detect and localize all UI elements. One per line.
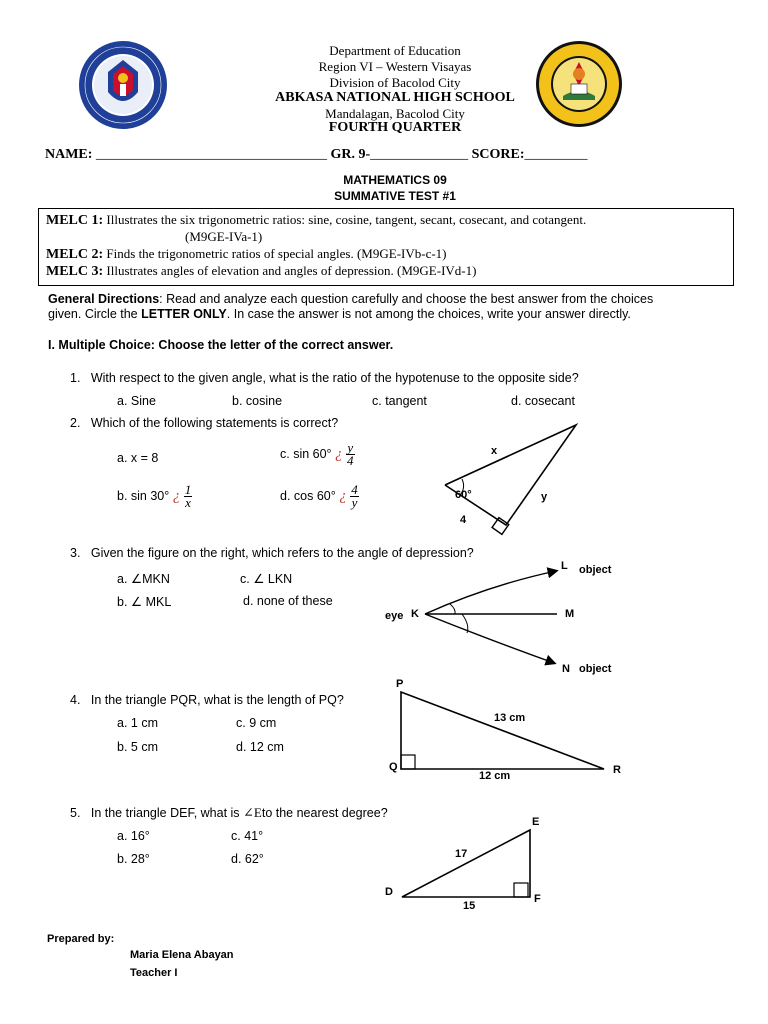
header-region: Region VI – Western Visayas: [318, 59, 472, 74]
q4-label-hypotenuse: 13 cm: [494, 712, 526, 724]
grade-label: GR. 9-: [330, 147, 371, 162]
header-department: Department of Education: [329, 43, 461, 58]
question-5-number: 5.: [70, 806, 81, 820]
q3-label-object-bottom: object: [579, 663, 612, 675]
question-3-text: Given the figure on the right, which refers to the angle of depression?: [90, 546, 474, 560]
section-title: I. Multiple Choice: Choose the letter of the correct answer.: [48, 338, 394, 352]
question-5-angle: ∠E: [243, 805, 262, 820]
q2-label-base: 4: [460, 514, 467, 526]
melc-3-label: MELC 3:: [46, 264, 104, 279]
q2-d-numerator: 4: [351, 482, 358, 497]
question-5-text-pre: In the triangle DEF, what is: [90, 806, 244, 820]
school-address: Mandalagan, Bacolod City: [325, 106, 465, 121]
q4-choice-d[interactable]: d. 12 cm: [236, 740, 284, 754]
q1-choice-b[interactable]: b. cosine: [232, 394, 283, 408]
question-1-number: 1.: [70, 371, 81, 385]
melc-3-text: Illustrates angles of elevation and angles of depression. (M9GE-IVd-1): [106, 263, 477, 278]
name-label: NAME:: [45, 147, 93, 162]
q3-label-object-top: object: [579, 564, 612, 576]
q1-choice-c[interactable]: c. tangent: [372, 394, 427, 408]
melc-1-code: (M9GE-IVa-1): [185, 229, 263, 244]
question-2-number: 2.: [70, 416, 81, 430]
q4-label-P: P: [396, 678, 404, 690]
q2-d-denominator: y: [351, 495, 358, 510]
q3-label-M: M: [565, 608, 575, 620]
quarter-title: FOURTH QUARTER: [328, 120, 462, 135]
q2-choice-a[interactable]: a. x = 8: [117, 451, 159, 465]
q4-choice-c[interactable]: c. 9 cm: [236, 716, 277, 730]
q3-label-L: L: [561, 560, 568, 572]
q2-choice-b-glyph: ¿: [172, 487, 181, 504]
q2-b-numerator: 1: [184, 482, 192, 497]
name-blank: _________________________________: [95, 147, 327, 162]
preparer-name: Maria Elena Abayan: [130, 949, 234, 961]
q5-label-E: E: [532, 816, 540, 828]
subject-title: MATHEMATICS 09: [343, 173, 447, 187]
melc-1-text: Illustrates the six trigonometric ratios: sine, cosine, tangent, secant, cosecant, and cotangent.: [106, 212, 587, 227]
directions-text-2a: given. Circle the: [48, 307, 142, 321]
q4-label-R: R: [613, 764, 621, 776]
q5-choice-b[interactable]: b. 28°: [117, 852, 150, 866]
header-division: Division of Bacolod City: [329, 75, 461, 90]
q5-label-D: D: [385, 886, 393, 898]
q2-label-y: y: [541, 491, 548, 503]
q2-choice-c-glyph: ¿: [335, 445, 343, 462]
question-1-text: With respect to the given angle, what is the ratio of the hypotenuse to the opposite side?: [90, 371, 579, 385]
preparer-position: Teacher I: [130, 967, 178, 979]
q5-label-F: F: [534, 893, 541, 905]
test-title: SUMMATIVE TEST #1: [334, 189, 456, 203]
question-4-text: In the triangle PQR, what is the length of PQ?: [90, 693, 344, 707]
question-5-text-post: to the nearest degree?: [261, 806, 388, 820]
melc-1-label: MELC 1:: [46, 213, 104, 228]
q4-choice-b[interactable]: b. 5 cm: [117, 740, 158, 754]
letter-only-emphasis: LETTER ONLY: [141, 307, 227, 321]
q2-c-numerator: y: [347, 440, 354, 455]
q1-choice-d[interactable]: d. cosecant: [511, 394, 575, 408]
directions-text-1: : Read and analyze each question carefully and choose the best answer from the choices: [159, 292, 654, 306]
melc-2-text: Finds the trigonometric ratios of special angles. (M9GE-IVb-c-1): [106, 246, 447, 261]
directions-label: General Directions: [48, 292, 160, 306]
q5-choice-c[interactable]: c. 41°: [231, 829, 264, 843]
q5-choice-d[interactable]: d. 62°: [231, 852, 264, 866]
q3-label-K: K: [411, 608, 419, 620]
q2-choice-b-text: b. sin 30°: [117, 488, 170, 503]
q2-choice-d-text: d. cos 60°: [280, 488, 336, 503]
score-label: SCORE:: [471, 147, 525, 162]
q5-label-hypotenuse: 17: [455, 848, 468, 860]
q2-c-denominator: 4: [347, 453, 354, 468]
q5-label-base: 15: [463, 900, 476, 912]
q5-choice-a[interactable]: a. 16°: [117, 829, 150, 843]
q2-choice-d-glyph: ¿: [339, 487, 347, 504]
school-name: ABKASA NATIONAL HIGH SCHOOL: [275, 90, 515, 105]
directions-text-2b: . In case the answer is not among the choices, write your answer directly.: [226, 307, 631, 321]
q1-choice-a[interactable]: a. Sine: [117, 394, 156, 408]
q3-choice-b-text: b. ∠ MKL: [117, 595, 172, 609]
q2-choice-c-text: c. sin 60°: [280, 446, 332, 461]
question-2-text: Which of the following statements is correct?: [90, 416, 339, 430]
q3-choice-a-text: a. ∠MKN: [117, 572, 170, 586]
q4-label-base: 12 cm: [479, 770, 511, 782]
question-3-number: 3.: [70, 546, 81, 560]
q2-label-angle: 60°: [455, 489, 472, 501]
question-4-number: 4.: [70, 693, 81, 707]
q4-choice-a[interactable]: a. 1 cm: [117, 716, 158, 730]
prepared-by-label: Prepared by:: [47, 933, 115, 945]
q3-choice-c-text: c. ∠ LKN: [240, 572, 293, 586]
score-blank: _________: [524, 147, 588, 162]
q4-label-Q: Q: [389, 761, 398, 773]
melc-2-label: MELC 2:: [46, 247, 104, 262]
q3-label-N: N: [562, 663, 570, 675]
q3-label-eye: eye: [385, 610, 404, 622]
q2-b-denominator: x: [185, 495, 191, 510]
q3-choice-d-text: d. none of these: [243, 594, 333, 608]
q2-label-x: x: [491, 445, 498, 457]
grade-blank: ______________: [370, 147, 469, 162]
